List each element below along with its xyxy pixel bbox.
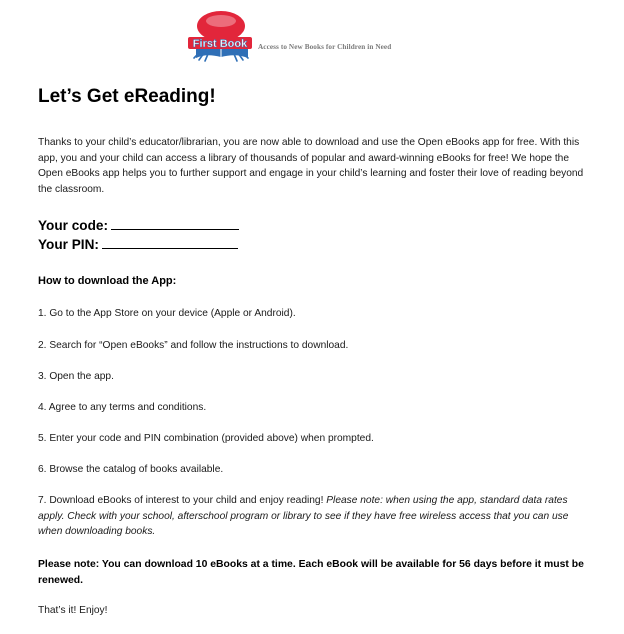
step-item-7 xyxy=(38,493,593,540)
logo-wordmark: First Book xyxy=(192,38,248,50)
open-book-logo-icon xyxy=(186,8,258,66)
step-7-text: 7. Download eBooks of interest to your child and enjoy reading! xyxy=(38,495,327,506)
download-limit-note: Please note: You can download 10 eBooks at a time. Each eBook will be available for 56 days before it must be renewed. xyxy=(38,559,584,586)
step-item: 1. Go to the App Store on your device (Apple or Android). xyxy=(38,308,296,319)
intro-paragraph: Thanks to your child’s educator/librarian, you are now able to download and use the Open eBooks app for free. With this app, you and your child can access a library of thousands of popular and award-winning eBooks for free! We hope the Open eBooks app helps you to further support and engage in your child’s learning and foster their love of reading beyond the classroom. xyxy=(38,137,584,195)
page-title: Let’s Get eReading! xyxy=(38,86,216,107)
step-item: 4. Agree to any terms and conditions. xyxy=(38,402,207,413)
code-line xyxy=(38,216,239,233)
pin-label: Your PIN: xyxy=(38,237,99,252)
first-book-logo xyxy=(186,8,258,66)
step-item: 2. Search for “Open eBooks” and follow the instructions to download. xyxy=(38,340,349,351)
step-item: 3. Open the app. xyxy=(38,371,114,382)
code-label: Your code: xyxy=(38,218,108,233)
step-item: 6. Browse the catalog of books available. xyxy=(38,464,224,475)
logo-tagline: Access to New Books for Children in Need xyxy=(258,43,392,51)
howto-heading: How to download the App: xyxy=(38,275,177,287)
code-blank-line xyxy=(111,216,239,230)
step-item: 5. Enter your code and PIN combination (provided above) when prompted. xyxy=(38,433,374,444)
closing-line: That’s it! Enjoy! xyxy=(38,605,108,616)
pin-line xyxy=(38,235,238,252)
step-7-data-note: Please note: when using the app, standard data rates apply. Check with your school, afterschool program or library to see if they have free wireless access that you can use when downloading books. xyxy=(38,495,569,537)
pin-blank-line xyxy=(102,235,238,249)
